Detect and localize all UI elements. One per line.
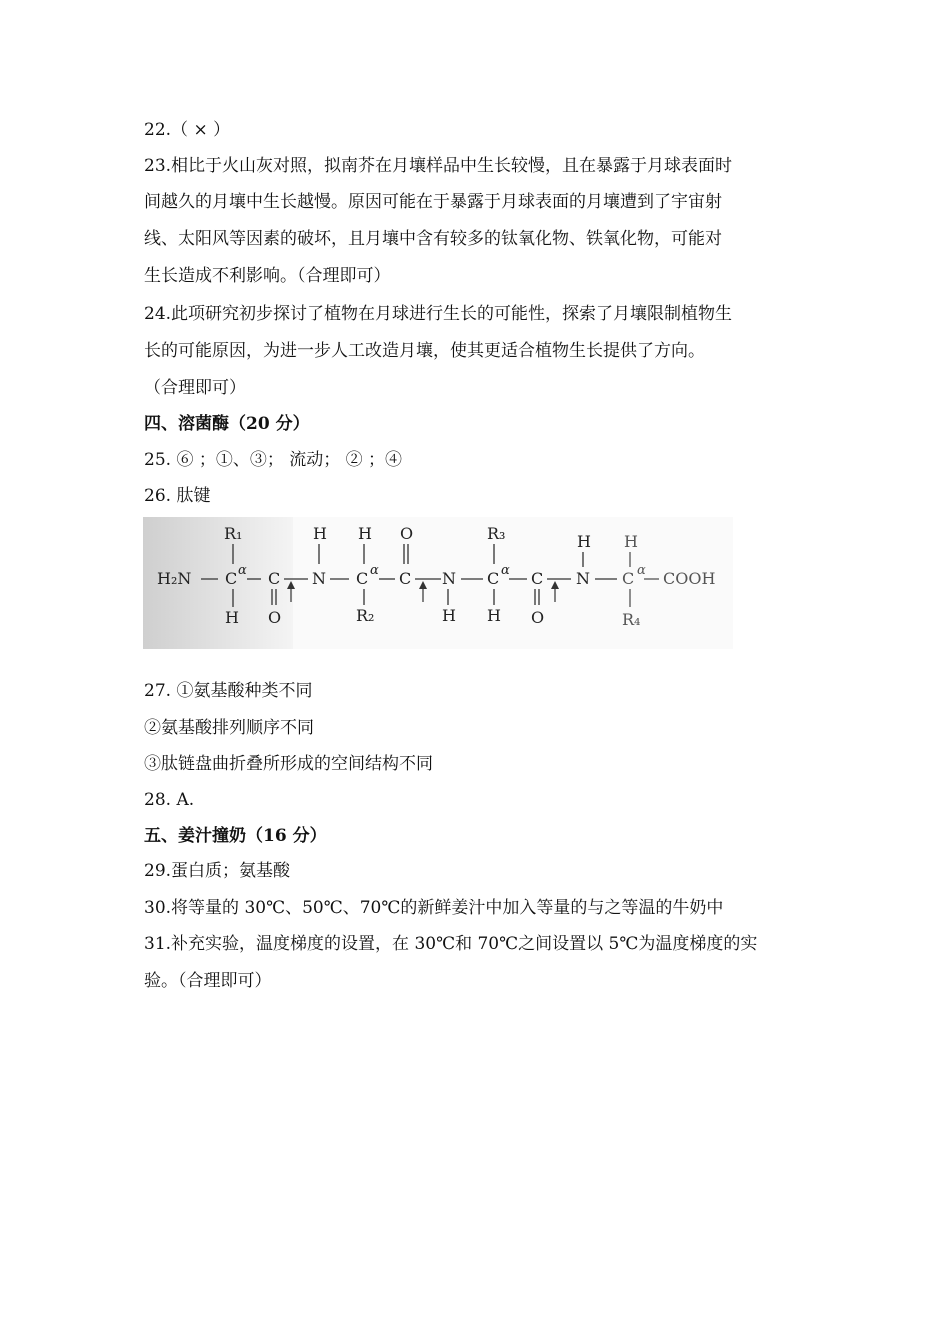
h-2-alpha-top: H	[358, 524, 372, 543]
answer-27-line-3: ③肽链盘曲折叠所形成的空间结构不同	[144, 754, 433, 774]
answer-23-line-2: 间越久的月壤中生长越慢。原因可能在于暴露于月球表面的月壤遭到了宇宙射	[144, 192, 722, 212]
answer-24-line-3: （合理即可）	[144, 378, 246, 398]
answer-23-line-3: 线、太阳风等因素的破坏，且月壤中含有较多的钛氧化物、铁氧化物，可能对	[144, 229, 722, 249]
h-4-top: H	[577, 532, 591, 551]
answer-27-line-1: 27. ①氨基酸种类不同	[144, 681, 313, 701]
r4-label: R₄	[622, 610, 641, 629]
h-3-bottom: H	[442, 606, 456, 625]
carboxyl-group-label: COOH	[663, 569, 716, 588]
alpha-3: α	[501, 563, 510, 578]
h-1-bottom: H	[225, 608, 239, 627]
nitrogen-1: N	[312, 569, 326, 588]
answer-23-line-1: 23.相比于火山灰对照，拟南芥在月壤样品中生长较慢，且在暴露于月球表面时	[144, 156, 733, 176]
r2-label: R₂	[356, 606, 375, 625]
r1-label: R₁	[224, 524, 243, 543]
alpha-4: α	[637, 563, 646, 578]
answer-26: 26. 肽键	[144, 486, 211, 506]
section-heading-lysozyme: 四、溶菌酶（20 分）	[144, 414, 310, 434]
answer-31-line-1: 31.补充实验，温度梯度的设置，在 30℃和 70℃之间设置以 5℃为温度梯度的实	[144, 934, 758, 954]
answer-24-line-1: 24.此项研究初步探讨了植物在月球进行生长的可能性，探索了月壤限制植物生	[144, 304, 733, 324]
answer-27-line-2: ②氨基酸排列顺序不同	[144, 718, 314, 738]
answer-22: 22.（ × ）	[144, 120, 231, 140]
carbonyl-carbon-2: C	[399, 569, 412, 588]
answer-30: 30.将等量的 30℃、50℃、70℃的新鲜姜汁中加入等量的与之等温的牛奶中	[144, 898, 724, 918]
amino-group-label: H₂N	[157, 569, 192, 588]
h-4-alpha-top: H	[624, 532, 638, 551]
answer-23-line-4: 生长造成不利影响。（合理即可）	[144, 266, 391, 286]
nitrogen-3: N	[576, 569, 590, 588]
alpha-carbon-1: C	[225, 569, 238, 588]
answer-25: 25. ⑥ ；①、③； 流动； ② ；④	[144, 450, 403, 470]
answer-31-line-2: 验。（合理即可）	[144, 971, 272, 991]
answer-29: 29.蛋白质；氨基酸	[144, 861, 291, 881]
oxygen-1: O	[268, 608, 282, 627]
answer-24-line-2: 长的可能原因，为进一步人工改造月壤，使其更适合植物生长提供了方向。	[144, 341, 705, 361]
carbonyl-carbon-3: C	[531, 569, 544, 588]
r3-label: R₃	[487, 524, 506, 543]
h-3-alpha-bottom: H	[487, 606, 501, 625]
answer-28: 28. A.	[144, 790, 195, 810]
alpha-2: α	[370, 563, 379, 578]
alpha-1: α	[238, 563, 247, 578]
alpha-carbon-3: C	[487, 569, 500, 588]
carbonyl-carbon-1: C	[268, 569, 281, 588]
oxygen-2: O	[400, 524, 414, 543]
nitrogen-2: N	[442, 569, 456, 588]
alpha-carbon-4: C	[622, 569, 635, 588]
section-heading-ginger-milk: 五、姜汁撞奶（16 分）	[144, 826, 327, 846]
peptide-structure-diagram	[143, 517, 733, 649]
alpha-carbon-2: C	[356, 569, 369, 588]
oxygen-3: O	[531, 608, 545, 627]
h-2-top: H	[313, 524, 327, 543]
